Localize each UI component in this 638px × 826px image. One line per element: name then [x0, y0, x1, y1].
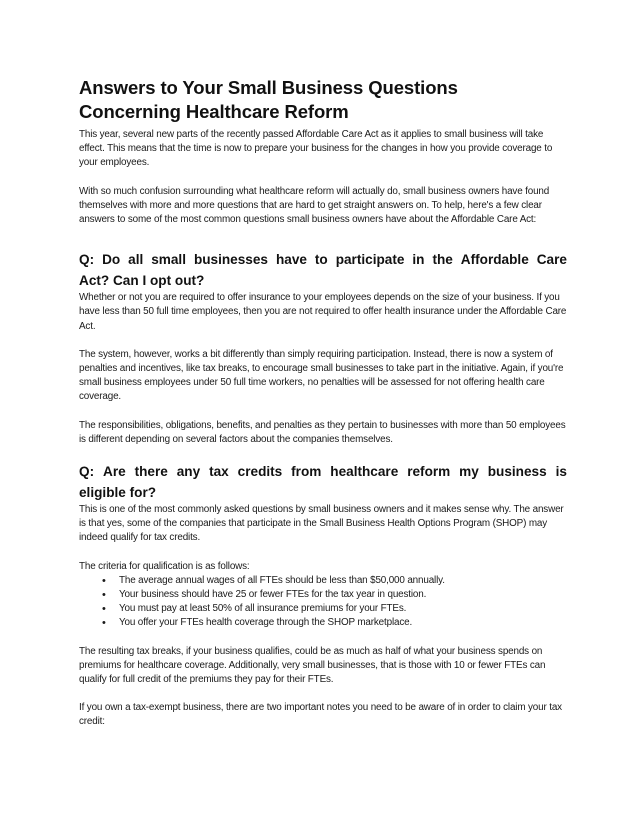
question-2-line-2: eligible for? — [79, 485, 157, 501]
q1-paragraph-2: The system, however, works a bit differently than simply requiring participation. Instead, there is now a system of penalties and incentives, like tax breaks, to encourage small businesses to take part in the initiative. Again, if you're small business employees under 50 full time workers, no penalties will be assessed for not offering health care coverage. — [79, 348, 564, 403]
q2-paragraph-2: The resulting tax breaks, if your business qualifies, could be as much as half of what your business spends on premiums for healthcare coverage. Additionally, very small businesses, that is those with 10 or fewer FTEs can qualify for full credit of the premiums they pay for their FTEs. — [79, 645, 546, 686]
title-line-2: Concerning Healthcare Reform — [79, 101, 349, 122]
intro-paragraph-1: This year, several new parts of the recently passed Affordable Care Act as it applies to small business will take effect. This means that the time is now to prepare your business for the changes in how you provide coverage to your employees. — [79, 129, 553, 169]
document-page — [79, 76, 567, 730]
q2-paragraph-3: If you own a tax-exempt business, there are two important notes you need to be aware of in order to claim your tax credit: — [79, 702, 562, 728]
question-1-line-2: Act? Can I opt out? — [79, 273, 205, 289]
q2-criteria-intro: The criteria for qualification is as follows: — [79, 560, 250, 572]
criteria-list-item: • Your business should have 25 or fewer FTEs for the tax year in question. — [119, 588, 567, 602]
question-2-heading — [79, 461, 567, 503]
criteria-list-item: • The average annual wages of all FTEs should be less than $50,000 annually. — [119, 574, 567, 588]
question-1-line-1: Q: Do all small businesses have to participate in the Affordable Care — [79, 252, 567, 268]
document-title — [79, 76, 567, 124]
q2-paragraph-1: This is one of the most commonly asked questions by small business owners and it makes sense why. The answer is that yes, some of the companies that participate in the Small Business Health Options Program (SHOP) may indeed qualify for tax credits. — [79, 504, 564, 544]
criteria-list — [79, 574, 567, 631]
intro-paragraph-2: With so much confusion surrounding what healthcare reform will actually do, small business owners have found themselves with more and more questions that are hard to get straight answers on. To help, here's a few clear answers to some of the most common questions small business owners have about the Affordable Care Act: — [79, 185, 550, 226]
title-line-1: Answers to Your Small Business Questions — [79, 77, 458, 98]
q1-paragraph-1: Whether or not you are required to offer insurance to your employees depends on the size of your business. If you have less than 50 full time employees, then you are not required to offer health insurance under the Affordable Care Act. — [79, 292, 567, 332]
criteria-list-item: • You offer your FTEs health coverage through the SHOP marketplace. — [119, 616, 567, 630]
criteria-list-item: • You must pay at least 50% of all insurance premiums for your FTEs. — [119, 602, 567, 616]
question-1-heading — [79, 249, 567, 291]
question-2-line-1: Q: Are there any tax credits from healthcare reform my business is — [79, 464, 567, 480]
q1-paragraph-3: The responsibilities, obligations, benefits, and penalties as they pertain to businesses with more than 50 employees is different depending on several factors about the companies themselves. — [79, 419, 566, 445]
